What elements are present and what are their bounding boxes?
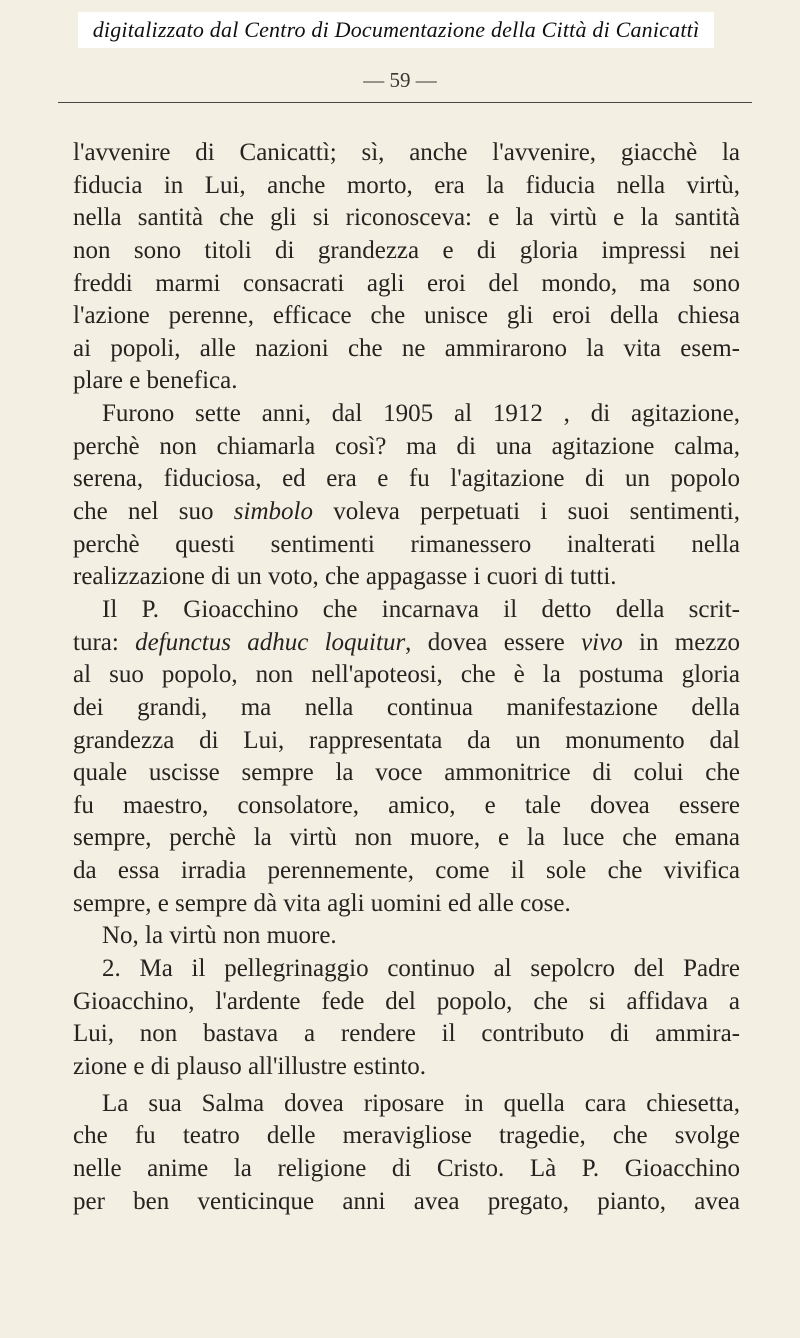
text-segment: , dovea essere — [405, 628, 582, 656]
text-line: No, la virtù non muore. — [102, 922, 337, 950]
text-line: serena, fiduciosa, ed era e fu l'agitazione di un popolo — [73, 465, 740, 493]
text-line: fiducia in Lui, anche morto, era la fiducia nella virtù, — [73, 171, 740, 199]
text-line: 2. Ma il pellegrinaggio continuo al sepolcro del Padre — [102, 955, 740, 983]
italic-term: vivo — [581, 628, 623, 656]
italic-term: simbolo — [233, 498, 313, 526]
page-number: — 59 — — [363, 68, 437, 92]
text-line: Furono sette anni, dal 1905 al 1912 , di agitazione, — [102, 400, 740, 428]
text-segment: in mezzo — [622, 628, 740, 656]
text-line: zione e di plauso all'illustre estinto. — [73, 1052, 427, 1080]
text-line: nelle anime la religione di Cristo. Là P. Gioacchino — [73, 1154, 740, 1182]
text-line: perchè questi sentimenti rimanessero inalterati nella — [73, 530, 740, 558]
text-line: ai popoli, alle nazioni che ne ammirarono la vita esem- — [73, 334, 740, 362]
text-line: Gioacchino, l'ardente fede del popolo, che si affidava a — [73, 987, 740, 1015]
text-line: freddi marmi consacrati agli eroi del mondo, ma sono — [73, 269, 740, 297]
text-line: realizzazione di un voto, che appagasse i cuori di tutti. — [73, 563, 617, 591]
text-line: plare e benefica. — [73, 367, 238, 395]
text-segment: voleva perpetuati i suoi sentimenti, — [312, 498, 740, 526]
text-line-with-italic — [73, 627, 740, 660]
text-segment: tura: — [73, 628, 136, 656]
digitization-watermark — [78, 12, 714, 48]
text-line: non sono titoli di grandezza e di gloria impressi nei — [73, 236, 740, 264]
watermark-text: digitalizzato dal Centro di Documentazione della Città di Canicattì — [92, 17, 700, 42]
text-line: quale uscisse sempre la voce ammonitrice di colui che — [73, 759, 740, 787]
text-line: per ben venticinque anni avea pregato, pianto, avea — [73, 1187, 740, 1215]
text-line: sempre, perchè la virtù non muore, e la luce che emana — [73, 824, 740, 852]
text-line: La sua Salma dovea riposare in quella cara chiesetta, — [102, 1089, 740, 1117]
text-line: l'azione perenne, efficace che unisce gli eroi della chiesa — [73, 302, 740, 330]
text-segment: che nel suo — [73, 498, 234, 526]
header-rule — [58, 102, 752, 103]
text-line: perchè non chiamarla così? ma di una agitazione calma, — [73, 432, 740, 460]
text-line: l'avvenire di Canicattì; sì, anche l'avvenire, giacchè la — [73, 139, 740, 166]
text-line: fu maestro, consolatore, amico, e tale dovea essere — [73, 791, 740, 819]
text-line: al suo popolo, non nell'apoteosi, che è la postuma gloria — [73, 661, 740, 689]
text-line: Il P. Gioacchino che incarnava il detto della scrit- — [102, 595, 740, 623]
text-line: che fu teatro delle meravigliose tragedie, che svolge — [73, 1122, 740, 1150]
text-line-with-italic — [73, 496, 740, 529]
text-line: grandezza di Lui, rappresentata da un monumento dal — [73, 726, 740, 754]
text-line: sempre, e sempre dà vita agli uomini ed alle cose. — [73, 889, 571, 917]
italic-quotation: defunctus adhuc loquitur — [135, 628, 406, 656]
text-line: Lui, non bastava a rendere il contributo di ammira- — [73, 1020, 740, 1048]
page-body — [73, 137, 740, 1218]
text-line: nella santità che gli si riconosceva: e la virtù e la santità — [73, 204, 740, 232]
text-line: da essa irradia perennemente, come il sole che vivifica — [73, 857, 740, 885]
text-line: dei grandi, ma nella continua manifestazione della — [73, 693, 740, 721]
